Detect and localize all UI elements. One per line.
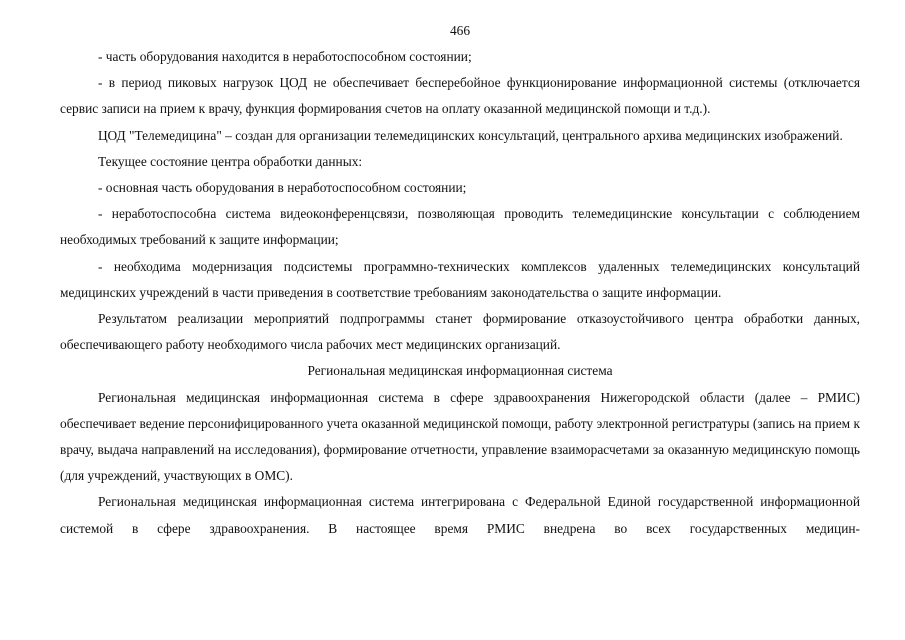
paragraph: - необходима модернизация подсистемы программно-технических комплексов удаленных телемедицинских консультаций медицинских учреждений в части приведения в соответствие требованиям законодательства о защите информации. xyxy=(60,258,860,300)
paragraph: - часть оборудования находится в неработоспособном состоянии; xyxy=(98,49,472,64)
paragraph: Региональная медицинская информационная система в сфере здравоохранения Нижегородской области (далее – РМИС) обеспечивает ведение персонифицированного учета оказанной медицинской помощи, работу электронной регистратуры (запись на прием к врачу, выдача направлений на исследования), формирование отчетности, управление взаиморасчетами за оказанную медицинскую помощь (для учреждений, участвующих в ОМС). xyxy=(60,389,860,484)
paragraph: - неработоспособна система видеоконференцсвязи, позволяющая проводить телемедицинские консультации с соблюдением необходимых требований к защите информации; xyxy=(60,206,860,248)
page-number: 466 xyxy=(449,23,471,38)
section-heading: Региональная медицинская информационная система xyxy=(307,363,613,379)
paragraph: Региональная медицинская информационная система интегрирована с Федеральной Единой государственной информационной системой в сфере здравоохранения. В настоящее время РМИС внедрена во всех государственных медицин- xyxy=(60,494,860,536)
paragraph: ЦОД "Телемедицина" – создан для организации телемедицинских консультаций, центрального архива медицинских изображений. xyxy=(98,127,843,143)
document-page xyxy=(60,18,860,542)
paragraph: Результатом реализации мероприятий подпрограммы станет формирование отказоустойчивого центра обработки данных, обеспечивающего работу необходимого числа рабочих мест медицинских организаций. xyxy=(60,311,860,353)
paragraph: - основная часть оборудования в неработоспособном состоянии; xyxy=(98,180,467,196)
paragraph: - в период пиковых нагрузок ЦОД не обеспечивает бесперебойное функционирование информационной системы (отключается сервис записи на прием к врачу, функция формирования счетов на оплату оказанной медицинской помощи и т.д.). xyxy=(60,75,860,117)
paragraph: Текущее состояние центра обработки данных: xyxy=(98,153,363,169)
